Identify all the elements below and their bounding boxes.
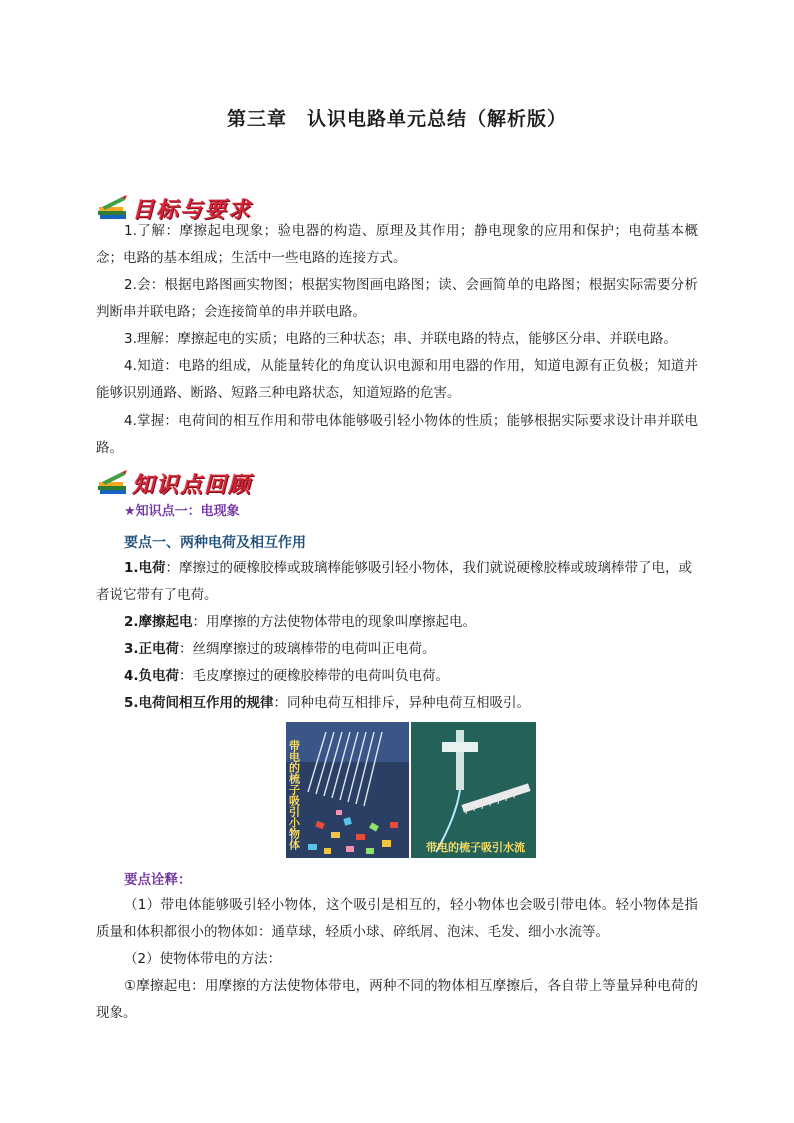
right-photo-caption: 带电的梳子吸引水流	[426, 841, 525, 854]
note-paragraph-1: （1）带电体能够吸引轻小物体，这个吸引是相互的，轻小物体也会吸引带电体。轻小物体是指质量和体积都很小的物体如：通草球，轻质小球、碎纸屑、泡沫、毛发、细小水流等。	[96, 897, 698, 940]
goal-paragraph-2: 2.会：根据电路图画实物图；根据实物图画电路图；读、会画简单的电路图；根据实际需要分析判断串并联电路；会连接简单的串并联电路。	[96, 277, 698, 320]
page-title: 第三章 认识电路单元总结（解析版）	[226, 108, 567, 130]
note-title: 要点诠释：	[124, 872, 192, 888]
note-paragraph-2: （2）使物体带电的方法：	[124, 951, 282, 967]
section-heading-goals: 目标与要求	[132, 197, 253, 223]
knowledge-point-title: ★知识点一：电现象	[124, 504, 240, 519]
list-item: 3.正电荷：丝绸摩擦过的玻璃棒带的电荷叫正电荷。	[124, 641, 436, 657]
comb-attraction-photo	[286, 722, 536, 858]
list-item: 2.摩擦起电：用摩擦的方法使物体带电的现象叫摩擦起电。	[124, 614, 477, 630]
goal-paragraph-3: 3.理解：摩擦起电的实质；电路的三种状态；串、并联电路的特点，能够区分串、并联电路。	[124, 331, 677, 347]
list-item: 4.负电荷：毛皮摩擦过的硬橡胶棒带的电荷叫负电荷。	[124, 668, 450, 684]
goal-paragraph-1: 1.了解：摩擦起电现象；验电器的构造、原理及其作用；静电现象的应用和保护；电荷基本概念；电路的基本组成；生活中一些电路的连接方式。	[96, 223, 698, 266]
left-photo-caption: 带电的梳子吸引小物体	[287, 740, 301, 850]
point-title: 要点一、两种电荷及相互作用	[124, 535, 306, 551]
goal-paragraph-5: 4.掌握：电荷间的相互作用和带电体能够吸引轻小物体的性质；能够根据实际要求设计串并联电路。	[96, 413, 698, 456]
list-item: 1.电荷：摩擦过的硬橡胶棒或玻璃棒能够吸引轻小物体，我们就说硬橡胶棒或玻璃棒带了电，或者说它带有了电荷。	[96, 560, 693, 603]
note-paragraph-3: ①摩擦起电：用摩擦的方法使物体带电，两种不同的物体相互摩擦后，各自带上等量异种电荷的现象。	[96, 978, 698, 1021]
section-header-review	[96, 466, 252, 500]
goal-paragraph-4: 4.知道：电路的组成，从能量转化的角度认识电源和用电器的作用，知道电源有正负极；知道并能够识别通路、断路、短路三种电路状态，知道短路的危害。	[96, 358, 698, 401]
list-item: 5.电荷间相互作用的规律：同种电荷互相排斥，异种电荷互相吸引。	[124, 695, 531, 711]
pencil-books-icon	[96, 470, 130, 496]
section-heading-review: 知识点回顾	[132, 472, 253, 498]
